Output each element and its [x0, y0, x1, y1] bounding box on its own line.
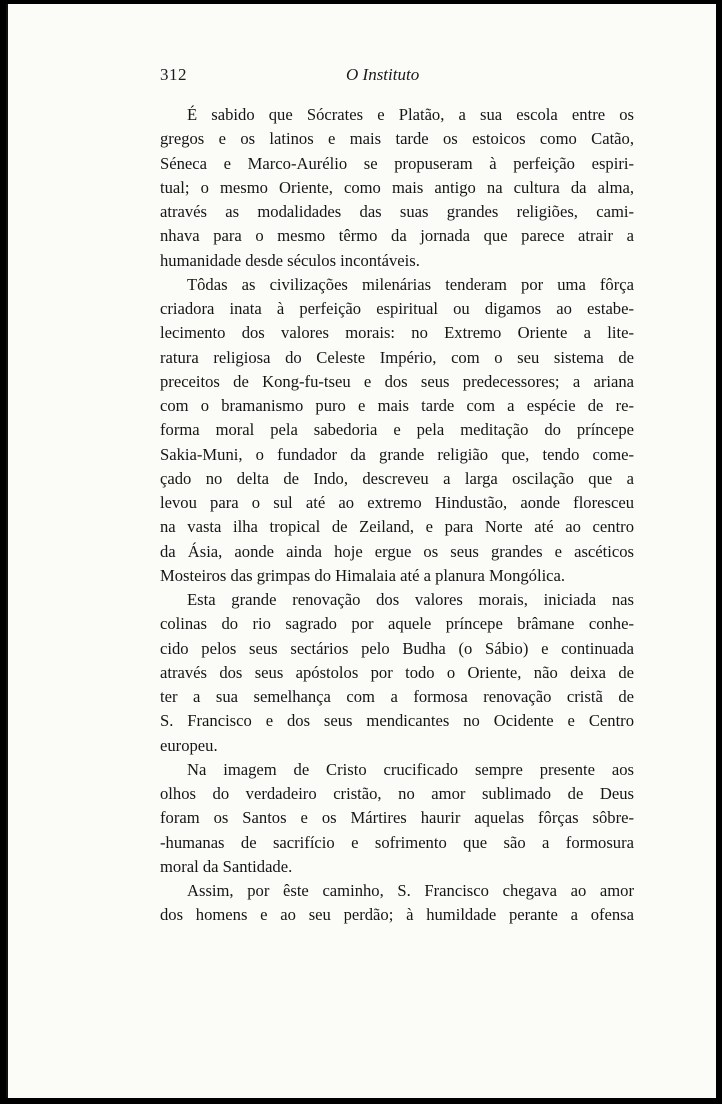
text-line: com o bramanismo puro e mais tarde com a espécie de re-: [160, 396, 634, 415]
body-text: [160, 103, 634, 928]
text-line: criadora inata à perfeição espiritual ou digamos ao estabe-: [160, 299, 634, 318]
text-line: olhos do verdadeiro cristão, no amor sublimado de Deus: [160, 784, 634, 803]
text-line: çado no delta de Indo, descreveu a larga oscilação que a: [160, 468, 634, 488]
text-line: através as modalidades das suas grandes religiões, cami-: [160, 202, 634, 221]
text-line: ratura religiosa do Celeste Império, com o seu sistema de: [160, 347, 634, 367]
text-line: Mosteiros das grimpas do Himalaia até a planura Mongólica.: [160, 565, 566, 585]
text-line: S. Francisco e dos seus mendicantes no Ocidente e Centro: [160, 711, 634, 731]
text-line: Séneca e Marco-Aurélio se propuseram à perfeição espiri-: [160, 153, 634, 173]
text-line: cido pelos seus sectários pelo Budha (o Sábio) e continuada: [160, 638, 634, 658]
text-line: Na imagem de Cristo crucificado sempre presente aos: [187, 759, 634, 779]
text-line: ter a sua semelhança com a formosa renovação cristã de: [160, 687, 634, 706]
text-line: preceitos de Kong-fu-tseu e dos seus predecessores; a ariana: [160, 371, 634, 391]
book-page: [6, 4, 716, 1098]
text-line: europeu.: [160, 735, 218, 755]
text-line: -humanas de sacrifício e sofrimento que são a formosura: [160, 832, 634, 852]
text-line: nhava para o mesmo têrmo da jornada que parece atrair a: [160, 226, 634, 246]
running-title: O Instituto: [346, 65, 420, 84]
page-header: [160, 65, 623, 91]
text-line: Esta grande renovação dos valores morais, iniciada nas: [187, 590, 634, 609]
text-line: foram os Santos e os Mártires haurir aquelas fôrças sôbre-: [160, 808, 634, 828]
text-line: dos homens e ao seu perdão; à humildade perante a ofensa: [160, 905, 634, 925]
text-line: Tôdas as civilizações milenárias tenderam por uma fôrça: [187, 274, 634, 294]
text-line: moral da Santidade.: [160, 856, 293, 876]
text-line: lecimento dos valores morais: no Extremo Oriente a lite-: [160, 323, 634, 343]
text-line: tual; o mesmo Oriente, como mais antigo na cultura da alma,: [160, 177, 634, 197]
text-line: na vasta ilha tropical de Zeiland, e para Norte até ao centro: [160, 517, 634, 537]
text-line: forma moral pela sabedoria e pela meditação do príncepe: [160, 420, 634, 440]
text-line: da Ásia, aonde ainda hoje ergue os seus grandes e ascéticos: [160, 541, 634, 561]
text-line: Sakia-Muni, o fundador da grande religião que, tendo come-: [160, 444, 634, 464]
text-line: através dos seus apóstolos por todo o Oriente, não deixa de: [160, 662, 634, 682]
page-number: 312: [160, 65, 187, 84]
text-line: É sabido que Sócrates e Platão, a sua escola entre os: [187, 105, 634, 124]
text-line: levou para o sul até ao extremo Hindustão, aonde floresceu: [160, 493, 634, 512]
text-line: humanidade desde séculos incontáveis.: [160, 250, 420, 270]
text-line: gregos e os latinos e mais tarde os estoicos como Catão,: [160, 129, 634, 149]
text-line: Assim, por êste caminho, S. Francisco chegava ao amor: [187, 881, 634, 900]
text-line: colinas do rio sagrado por aquele príncepe brâmane conhe-: [160, 614, 634, 634]
